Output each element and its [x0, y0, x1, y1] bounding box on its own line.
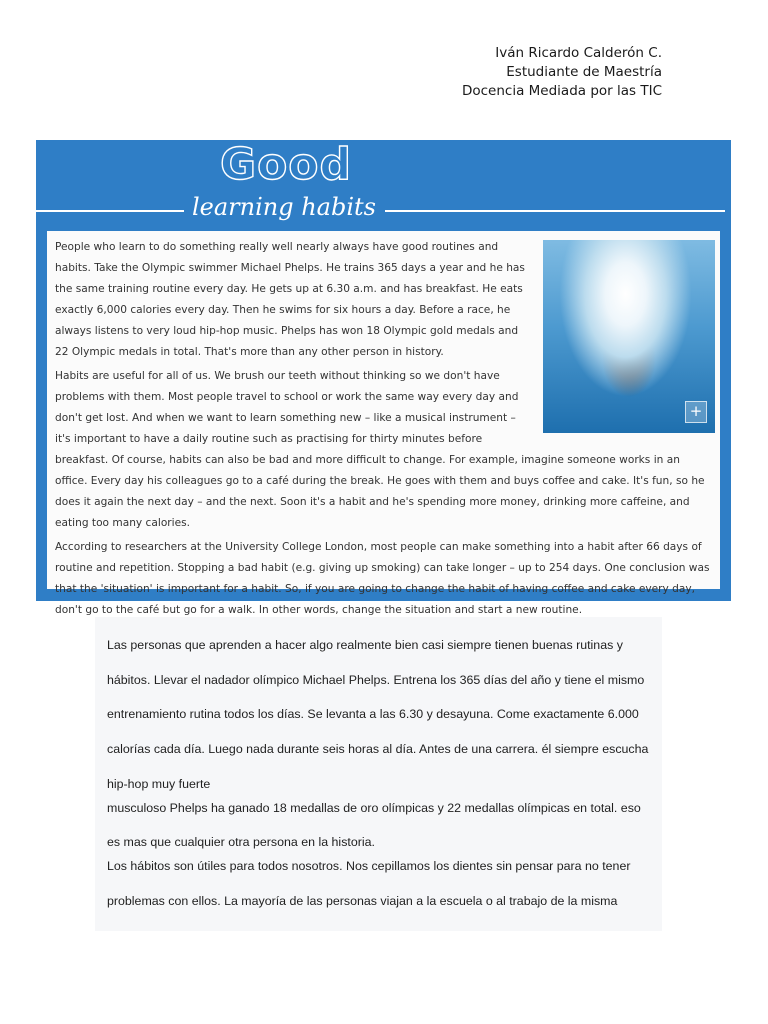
translation-line: hip-hop muy fuerte [107, 776, 211, 791]
translation-block [95, 617, 662, 931]
article-image [36, 139, 731, 616]
title-rule-right [385, 210, 725, 212]
author-block [462, 44, 662, 101]
article-title-main: Good [219, 139, 353, 190]
article-body [47, 231, 720, 616]
author-role: Estudiante de Maestría [506, 64, 662, 80]
article-title-sub: learning habits [191, 193, 376, 221]
article-paragraph-3: According to researchers at the University College London, most people can make something into a habit after 66 days of routine and repetition. Stopping a bad habit (e.g. giving up smoking) can take longer – up to 254 days. One conclusion was that the 'situation' is important for a habit. So, if you are going to change the habit of having coffee and cake every day, don't go to the café but go for a walk. In other words, change the situation and start a new routine. [55, 541, 710, 616]
translation-line: Los hábitos son útiles para todos nosotros. Nos cepillamos los dientes sin pensar para no tener [107, 859, 631, 874]
author-program: Docencia Mediada por las TIC [461, 83, 662, 99]
article-paragraph-1: People who learn to do something really well nearly always have good routines and habits. Take the Olympic swimmer Michael Phelps. He trains 365 days a year and he has the same training routine every day. He gets up at 6.30 a.m. and has breakfast. He eats exactly 6,000 calories every day. Then he swims for six hours a day. Before a race, he always listens to very loud hip-hop music. Phelps has won 18 Olympic gold medals and 22 Olympic medals in total. That's more than any other person in history. [55, 241, 525, 358]
translation-line: problemas con ellos. La mayoría de las personas viajan a la escuela o al trabajo de la misma [107, 894, 618, 909]
expand-photo-button[interactable]: + [685, 401, 707, 423]
author-name: Iván Ricardo Calderón C. [495, 45, 662, 61]
translation-line: musculoso Phelps ha ganado 18 medallas de oro olímpicas y 22 medallas olímpicas en total. eso [107, 800, 641, 815]
translation-line: hábitos. Llevar el nadador olímpico Michael Phelps. Entrena los 365 días del año y tiene el mismo [107, 672, 645, 687]
translation-line: es mas que cualquier otra persona en la historia. [107, 835, 375, 850]
title-rule-left [36, 210, 184, 212]
translation-line: Las personas que aprenden a hacer algo realmente bien casi siempre tienen buenas rutinas y [107, 638, 623, 652]
translation-line: entrenamiento rutina todos los días. Se levanta a las 6.30 y desayuna. Come exactamente 6.000 [107, 707, 639, 722]
translation-line: calorías cada día. Luego nada durante seis horas al día. Antes de una carrera. él siempre escucha [107, 742, 649, 757]
article-paragraph-2: Habits are useful for all of us. We brush our teeth without thinking so we don't have problems with them. Most people travel to school or work the same way every day and don't get lost. And when we want to learn something new – like a musical instrument – it's important to have a daily routine such as practising for thirty minutes before breakfast. Of course, habits can also be bad and more difficult to change. For example, imagine someone works in an office. Every day his colleagues go to a café during the break. He goes with them and buys coffee and cake. It's fun, so he does it again the next day – and the next. Soon it's a habit and he's spending more money, drinking more caffeine, and eating too many calories. [55, 370, 705, 529]
swimmer-photo [543, 240, 715, 433]
